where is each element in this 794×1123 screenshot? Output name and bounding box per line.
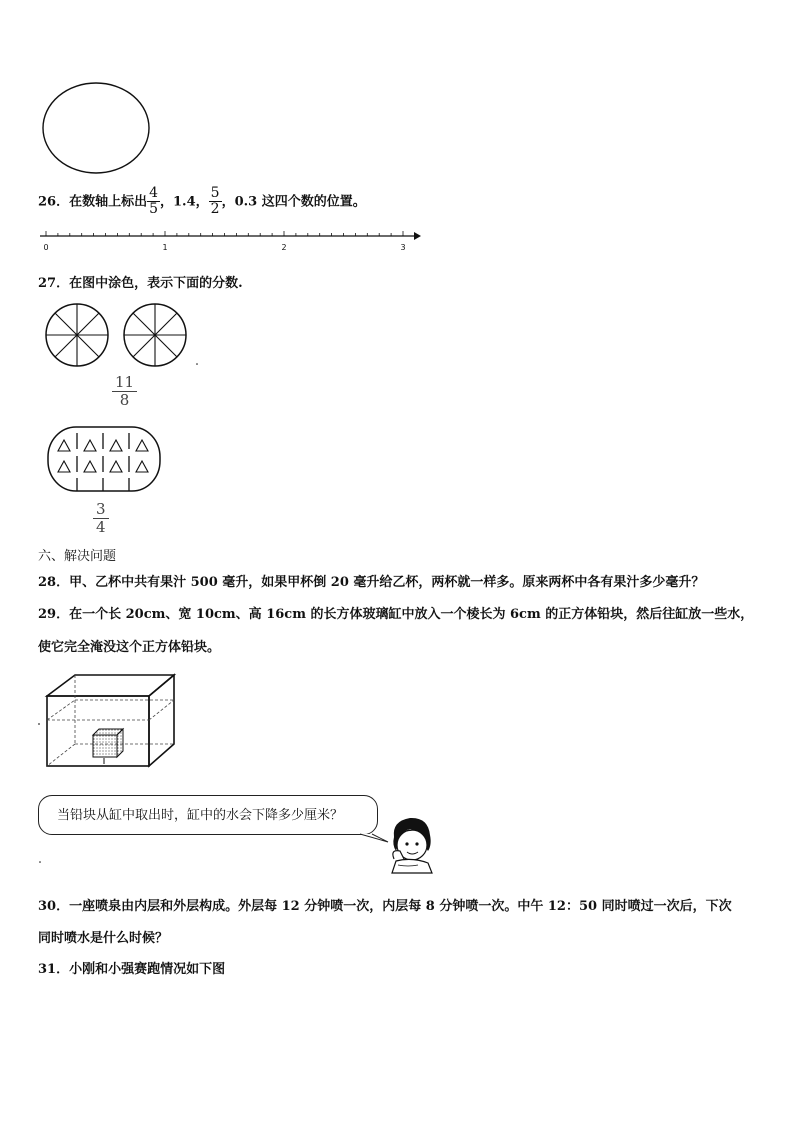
question-29-line2: 使它完全淹没这个正方体铅块。 (38, 640, 221, 655)
tick-label: 2 (281, 243, 287, 252)
fraction-5-2: $\frac{5}{2}$ (210, 185, 220, 218)
q26-label: 26．在数轴上标出 (38, 194, 148, 210)
question-31: 31．小刚和小强赛跑情况如下图 (38, 962, 226, 977)
question-29-line1: 29．在一个长 20cm、宽 10cm、高 16cm 的长方体玻璃缸中放入一个棱长为 6cm 的正方体铅块，然后往缸放一些水， (38, 607, 754, 622)
question-28: 28．甲、乙杯中共有果汁 500 毫升，如果甲杯倒 20 毫升给乙杯，两杯就一样多。原来两杯中各有果汁多少毫升？ (38, 575, 705, 590)
q26-tail: ，0.3 这四个数的位置。 (221, 194, 366, 210)
speech-bubble: 当铅块从缸中取出时，缸中的水会下降多少厘米？ (38, 795, 378, 835)
question-30-line2: 同时喷水是什么时候？ (38, 931, 169, 946)
tick-label: 0 (43, 243, 49, 252)
fraction-4-5: $\frac{4}{5}$ (149, 185, 159, 218)
question-27: 27．在图中涂色，表示下面的分数. (38, 276, 243, 291)
fraction-3-4: 3 4 (93, 501, 109, 537)
question-30-line1: 30．一座喷泉由内层和外层构成。外层每 12 分钟喷一次，内层每 8 分钟喷一次。中午 12：50 同时喷过一次后，下次 (38, 899, 732, 914)
tick-label: 1 (162, 243, 168, 252)
section-title: 六、解决问题 (38, 549, 117, 564)
tick-label: 3 (400, 243, 406, 252)
fraction-11-8: 11 8 (112, 374, 137, 410)
q26-sep: ，1.4， (160, 194, 209, 210)
